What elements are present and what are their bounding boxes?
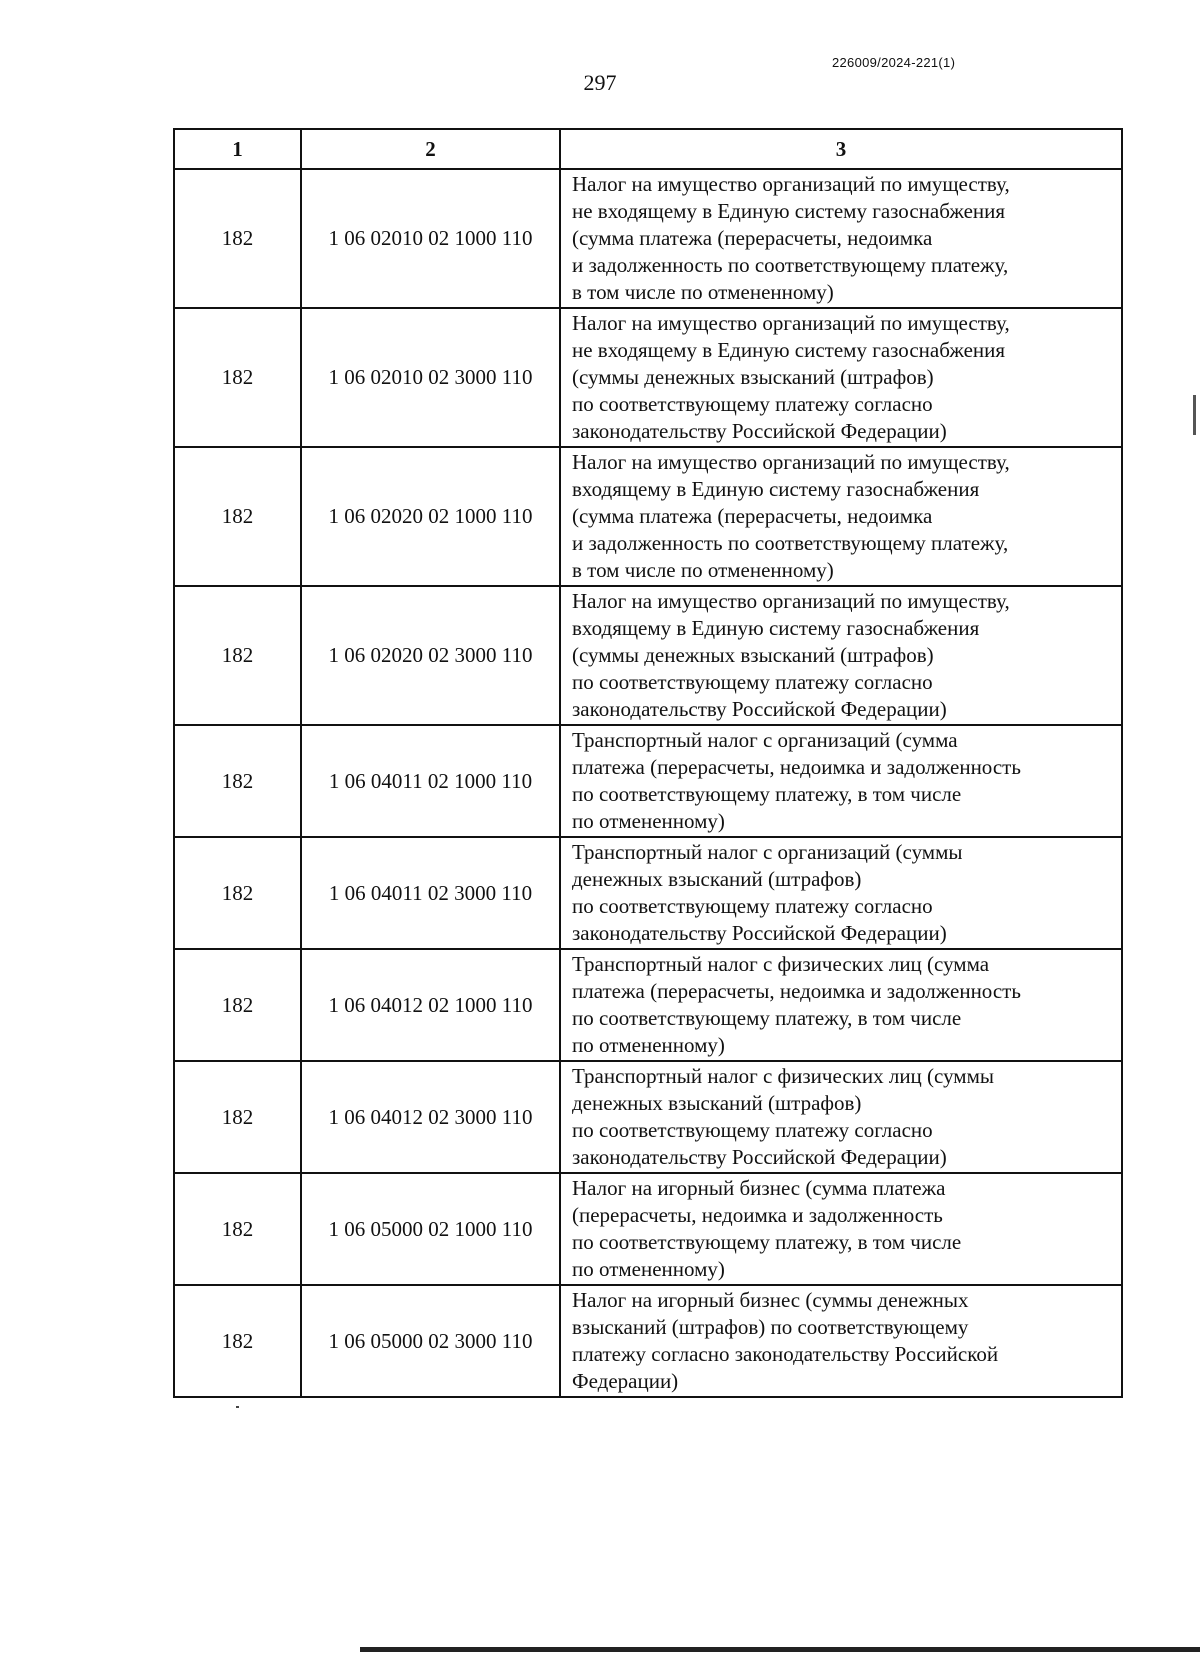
description-line: по соответствующему платежу согласно — [572, 392, 933, 416]
kbk-income-code-cell: 1 06 04011 02 3000 110 — [301, 837, 560, 949]
kbk-income-code-cell: 1 06 05000 02 1000 110 — [301, 1173, 560, 1285]
kbk-admin-code-cell: 182 — [174, 308, 301, 447]
description-line: законодательству Российской Федерации) — [572, 1145, 947, 1169]
description-line: в том числе по отмененному) — [572, 558, 834, 582]
kbk-income-code-cell: 1 06 02010 02 1000 110 — [301, 169, 560, 308]
description-line: Транспортный налог с организаций (сумма — [572, 728, 958, 752]
description-line: платежа (перерасчеты, недоимка и задолженность — [572, 979, 1021, 1003]
kbk-income-code-cell: 1 06 04012 02 3000 110 — [301, 1061, 560, 1173]
description-line: не входящему в Единую систему газоснабжения — [572, 338, 1006, 362]
column-header-3: 3 — [560, 129, 1122, 169]
description-line: денежных взысканий (штрафов) — [572, 1091, 862, 1115]
description-line: Транспортный налог с организаций (суммы — [572, 840, 963, 864]
table-body — [174, 169, 1122, 1397]
description-line: законодательству Российской Федерации) — [572, 697, 947, 721]
income-description-cell — [560, 1173, 1122, 1285]
description-line: по отмененному) — [572, 809, 725, 833]
table-header — [174, 129, 1122, 169]
description-line: (сумма платежа (перерасчеты, недоимка — [572, 226, 933, 250]
description-line: не входящему в Единую систему газоснабжения — [572, 199, 1006, 223]
table-row — [174, 949, 1122, 1061]
description-line: законодательству Российской Федерации) — [572, 921, 947, 945]
kbk-admin-code-cell: 182 — [174, 1173, 301, 1285]
description-line: входящему в Единую систему газоснабжения — [572, 616, 980, 640]
kbk-income-code-cell: 1 06 02020 02 1000 110 — [301, 447, 560, 586]
kbk-admin-code-cell: 182 — [174, 837, 301, 949]
description-line: платежа (перерасчеты, недоимка и задолженность — [572, 755, 1021, 779]
table-row — [174, 1173, 1122, 1285]
header-row — [174, 129, 1122, 169]
table-row — [174, 725, 1122, 837]
table-row — [174, 586, 1122, 725]
page-number: 297 — [583, 70, 617, 95]
description-line: по отмененному) — [572, 1033, 725, 1057]
income-description-cell — [560, 1061, 1122, 1173]
scan-speck — [236, 1406, 239, 1408]
kbk-admin-code-cell: 182 — [174, 169, 301, 308]
description-line: и задолженность по соответствующему платежу, — [572, 253, 1009, 277]
description-line: Налог на имущество организаций по имуществу, — [572, 311, 1010, 335]
description-line: Налог на игорный бизнес (сумма платежа — [572, 1176, 946, 1200]
kbk-income-code-cell: 1 06 04012 02 1000 110 — [301, 949, 560, 1061]
description-line: в том числе по отмененному) — [572, 280, 834, 304]
kbk-admin-code-cell: 182 — [174, 725, 301, 837]
description-line: Транспортный налог с физических лиц (сумма — [572, 952, 990, 976]
income-description-cell — [560, 169, 1122, 308]
income-description-cell — [560, 447, 1122, 586]
table-row — [174, 308, 1122, 447]
description-line: Налог на имущество организаций по имуществу, — [572, 450, 1010, 474]
table-row — [174, 169, 1122, 308]
description-line: (суммы денежных взысканий (штрафов) — [572, 643, 934, 667]
description-line: законодательству Российской Федерации) — [572, 419, 947, 443]
description-line: (перерасчеты, недоимка и задолженность — [572, 1203, 943, 1227]
kbk-admin-code-cell: 182 — [174, 949, 301, 1061]
table-row — [174, 1061, 1122, 1173]
income-description-cell — [560, 586, 1122, 725]
table-row — [174, 837, 1122, 949]
description-line: по соответствующему платежу согласно — [572, 894, 933, 918]
income-description-cell — [560, 837, 1122, 949]
column-header-1: 1 — [174, 129, 301, 169]
document-id: 226009/2024-221(1) — [832, 55, 956, 70]
description-line: по отмененному) — [572, 1257, 725, 1281]
kbk-income-code-cell: 1 06 05000 02 3000 110 — [301, 1285, 560, 1397]
kbk-admin-code-cell: 182 — [174, 1061, 301, 1173]
description-line: Налог на игорный бизнес (суммы денежных — [572, 1288, 969, 1312]
kbk-admin-code-cell: 182 — [174, 586, 301, 725]
scan-edge-mark — [1193, 395, 1196, 435]
income-description-cell — [560, 308, 1122, 447]
description-line: Федерации) — [572, 1369, 679, 1393]
budget-codes-table — [173, 128, 1123, 1398]
table-row — [174, 1285, 1122, 1397]
table-row — [174, 447, 1122, 586]
kbk-income-code-cell: 1 06 02010 02 3000 110 — [301, 308, 560, 447]
column-header-2: 2 — [301, 129, 560, 169]
description-line: по соответствующему платежу согласно — [572, 1118, 933, 1142]
description-line: Транспортный налог с физических лиц (суммы — [572, 1064, 994, 1088]
income-description-cell — [560, 949, 1122, 1061]
description-line: взысканий (штрафов) по соответствующему — [572, 1315, 969, 1339]
description-line: денежных взысканий (штрафов) — [572, 867, 862, 891]
description-line: по соответствующему платежу, в том числе — [572, 1006, 962, 1030]
description-line: Налог на имущество организаций по имуществу, — [572, 589, 1010, 613]
description-line: по соответствующему платежу, в том числе — [572, 782, 962, 806]
kbk-income-code-cell: 1 06 04011 02 1000 110 — [301, 725, 560, 837]
kbk-admin-code-cell: 182 — [174, 1285, 301, 1397]
kbk-admin-code-cell: 182 — [174, 447, 301, 586]
description-line: по соответствующему платежу согласно — [572, 670, 933, 694]
description-line: входящему в Единую систему газоснабжения — [572, 477, 980, 501]
kbk-income-code-cell: 1 06 02020 02 3000 110 — [301, 586, 560, 725]
income-description-cell — [560, 1285, 1122, 1397]
description-line: и задолженность по соответствующему платежу, — [572, 531, 1009, 555]
description-line: (суммы денежных взысканий (штрафов) — [572, 365, 934, 389]
description-line: по соответствующему платежу, в том числе — [572, 1230, 962, 1254]
description-line: Налог на имущество организаций по имуществу, — [572, 172, 1010, 196]
description-line: платежу согласно законодательству Российской — [572, 1342, 999, 1366]
scan-bottom-edge — [360, 1647, 1200, 1652]
income-description-cell — [560, 725, 1122, 837]
description-line: (сумма платежа (перерасчеты, недоимка — [572, 504, 933, 528]
